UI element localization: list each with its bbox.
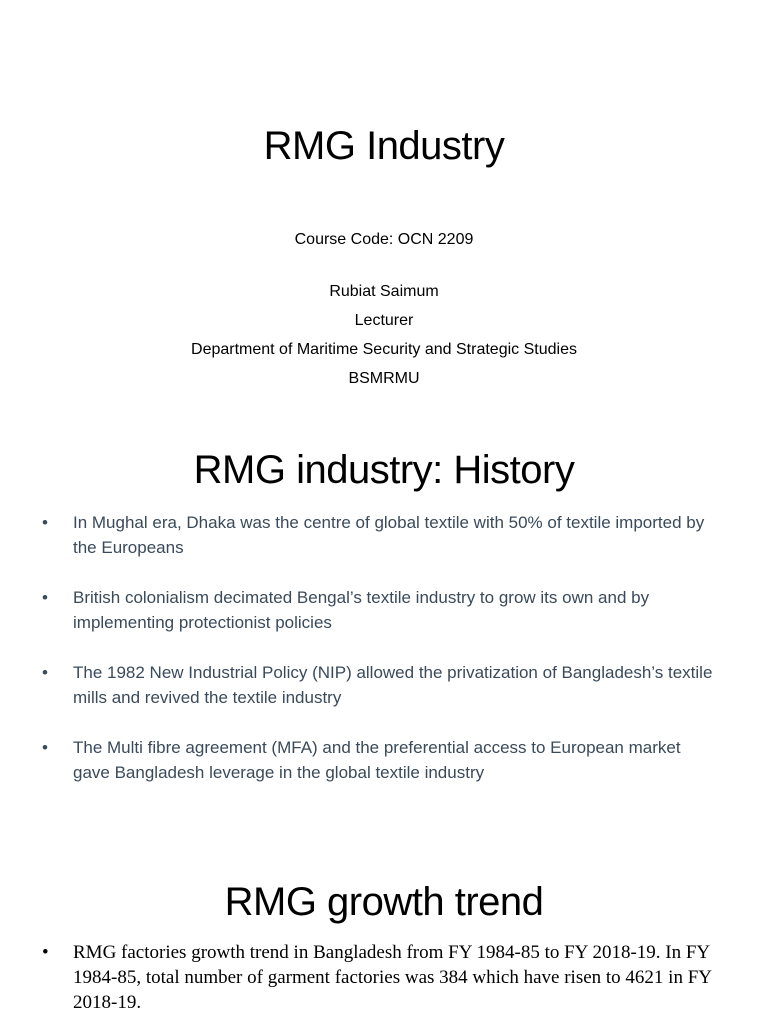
bullet-icon: • <box>42 942 49 963</box>
presenter-institution: BSMRMU <box>348 370 420 387</box>
bullet-text: In Mughal era, Dhaka was the centre of global textile with 50% of textile imported by the Europeans <box>73 513 705 557</box>
history-bullet-item <box>42 735 722 785</box>
presenter-department: Department of Maritime Security and Strategic Studies <box>191 341 577 358</box>
course-code: Course Code: OCN 2209 <box>294 231 474 248</box>
bullet-text: British colonialism decimated Bengal’s textile industry to grow its own and by implementing protectionist policies <box>73 588 650 632</box>
slide-title-history: RMG industry: History <box>193 448 575 492</box>
history-bullet-item <box>42 660 722 710</box>
bullet-text: RMG factories growth trend in Bangladesh from FY 1984-85 to FY 2018-19. In FY 1984-85, total number of garment factories was 384 which have risen to 4621 in FY 2018-19. <box>73 942 712 1013</box>
history-bullet-item <box>42 510 722 560</box>
slide-title-rmg-industry: RMG Industry <box>263 124 505 168</box>
bullet-text: The Multi fibre agreement (MFA) and the preferential access to European market gave Bangladesh leverage in the global textile industry <box>73 738 681 782</box>
bullet-icon: • <box>42 738 48 757</box>
slide-title-growth-trend: RMG growth trend <box>224 880 544 924</box>
bullet-icon: • <box>42 663 48 682</box>
presenter-role: Lecturer <box>354 312 414 329</box>
bullet-icon: • <box>42 588 48 607</box>
bullet-text: The 1982 New Industrial Policy (NIP) allowed the privatization of Bangladesh’s textile mills and revived the textile industry <box>73 663 713 707</box>
presenter-name: Rubiat Saimum <box>329 283 439 300</box>
history-bullet-item <box>42 585 722 635</box>
bullet-icon: • <box>42 513 48 532</box>
growth-bullet-item <box>42 940 732 1015</box>
